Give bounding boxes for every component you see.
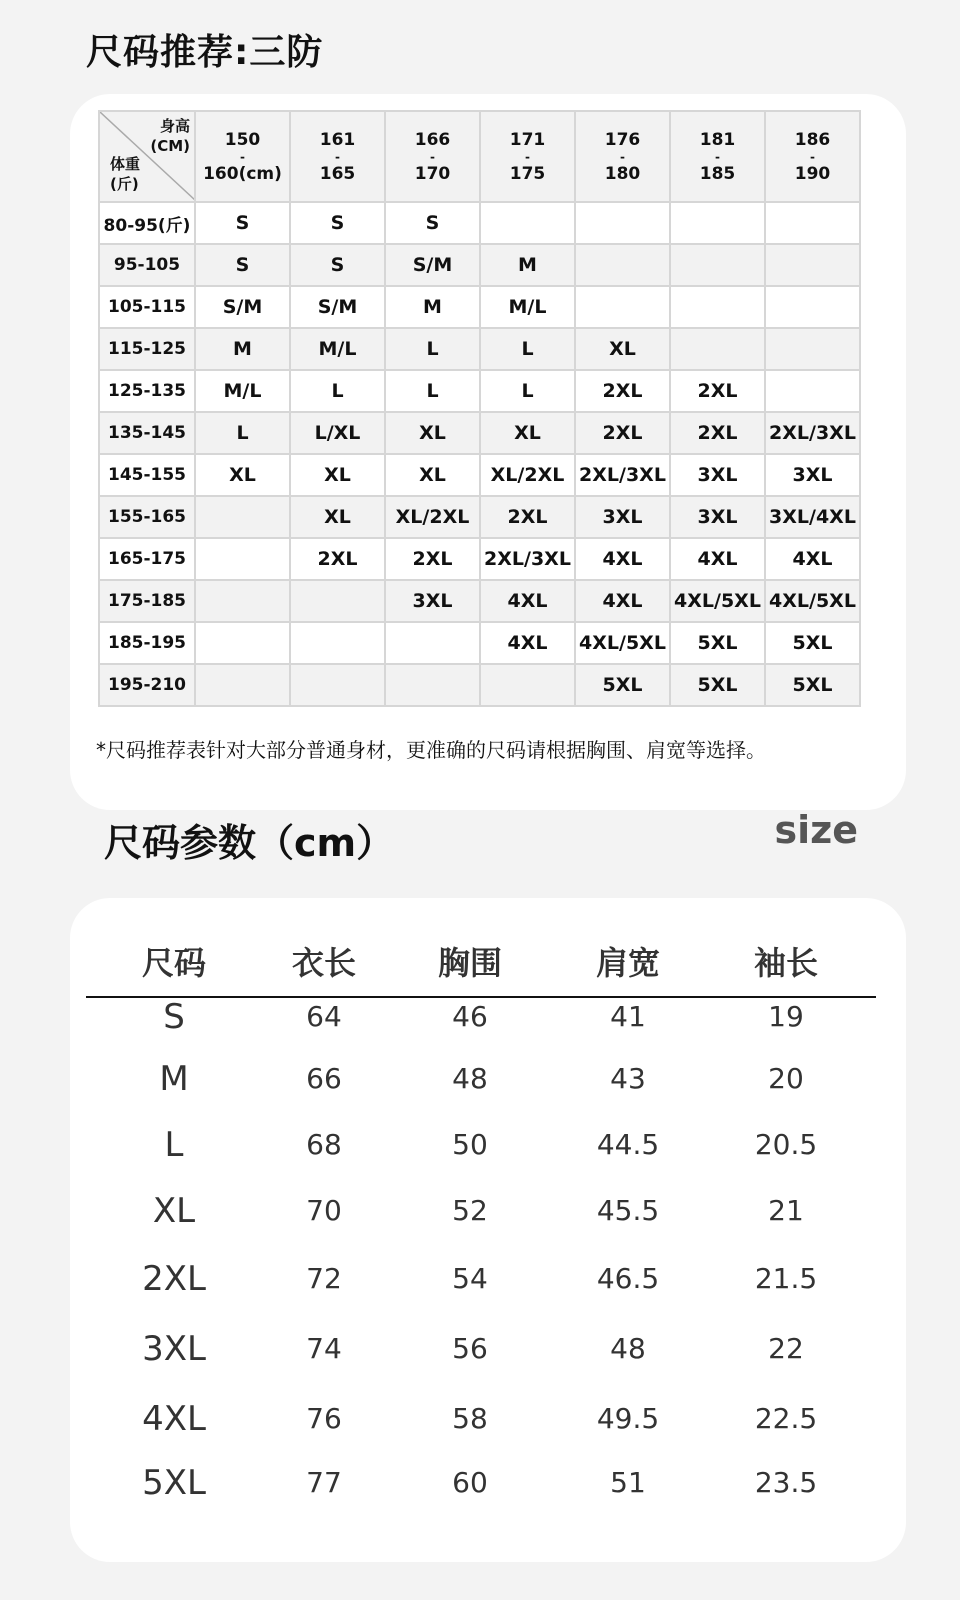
params-header-cell: 衣长 — [291, 944, 357, 982]
params-value-cell: 77 — [306, 1466, 342, 1499]
size-cell: L — [290, 370, 385, 412]
params-value-cell: 50 — [452, 1128, 488, 1161]
size-cell: L — [195, 412, 290, 454]
size-cell: 4XL/5XL — [765, 580, 860, 622]
params-row — [86, 1254, 876, 1304]
size-cell: S/M — [290, 286, 385, 328]
size-cell — [575, 286, 670, 328]
range-dash: - — [240, 149, 245, 164]
params-value-cell: 74 — [306, 1332, 342, 1365]
size-cell: S — [195, 244, 290, 286]
height-range-end: 175 — [509, 163, 546, 184]
size-cell: 4XL/5XL — [670, 580, 765, 622]
height-col-header — [290, 111, 385, 202]
size-cell: M/L — [480, 286, 575, 328]
height-col-header — [385, 111, 480, 202]
height-range-start: 176 — [604, 129, 641, 150]
size-cell: S — [290, 244, 385, 286]
params-size-cell: S — [163, 997, 185, 1037]
params-value-cell: 49.5 — [596, 1402, 660, 1435]
size-cell: 5XL — [670, 664, 765, 706]
size-cell: 4XL — [575, 580, 670, 622]
size-cell: 4XL — [670, 538, 765, 580]
height-col-header — [765, 111, 860, 202]
params-header-cell: 尺码 — [141, 944, 207, 982]
params-value-cell: 43 — [610, 1062, 646, 1095]
params-row — [86, 1458, 876, 1508]
height-range-end: 180 — [604, 163, 641, 184]
weight-row — [99, 370, 860, 412]
params-row — [86, 1120, 876, 1170]
size-cell: XL/2XL — [385, 496, 480, 538]
params-value-cell: 41 — [610, 1000, 646, 1033]
size-cell: 5XL — [670, 622, 765, 664]
size-cell: 4XL — [765, 538, 860, 580]
weight-range-cell: 125-135 — [99, 370, 195, 412]
params-value-cell: 21 — [768, 1194, 804, 1227]
size-cell: 2XL/3XL — [480, 538, 575, 580]
height-range-end: 190 — [794, 163, 831, 184]
height-range-end: 160(cm) — [203, 163, 282, 184]
weight-range-cell: 80-95(斤) — [99, 202, 195, 244]
weight-row — [99, 580, 860, 622]
size-cell: S/M — [195, 286, 290, 328]
size-cell: 2XL — [385, 538, 480, 580]
size-cell — [765, 244, 860, 286]
size-cell — [290, 664, 385, 706]
params-size-cell: L — [164, 1125, 184, 1165]
size-recommend-table — [98, 110, 861, 707]
recommend-card — [70, 94, 906, 810]
size-cell: 4XL — [480, 622, 575, 664]
height-range-start: 186 — [794, 129, 831, 150]
params-title: 尺码参数（cm） — [104, 821, 395, 865]
height-range-start: 166 — [414, 129, 451, 150]
size-cell — [195, 664, 290, 706]
range-dash: - — [430, 149, 435, 164]
size-cell — [385, 622, 480, 664]
size-cell: L/XL — [290, 412, 385, 454]
size-cell: 2XL — [670, 370, 765, 412]
size-cell: S — [385, 202, 480, 244]
size-cell: 2XL/3XL — [765, 412, 860, 454]
params-header-cell: 胸围 — [437, 944, 503, 982]
size-cell: XL — [290, 454, 385, 496]
size-cell — [765, 370, 860, 412]
height-range-end: 170 — [414, 163, 451, 184]
params-header-cell: 袖长 — [753, 944, 819, 982]
weight-row — [99, 538, 860, 580]
params-size-cell: XL — [152, 1191, 196, 1231]
params-value-cell: 46 — [452, 1000, 488, 1033]
params-value-cell: 22 — [768, 1332, 804, 1365]
size-cell — [290, 580, 385, 622]
weight-range-cell: 145-155 — [99, 454, 195, 496]
params-value-cell: 19 — [768, 1000, 804, 1033]
range-dash: - — [715, 149, 720, 164]
size-cell: 2XL/3XL — [575, 454, 670, 496]
size-cell: L — [480, 370, 575, 412]
params-row — [86, 992, 876, 1042]
size-cell: 2XL — [480, 496, 575, 538]
size-cell: 4XL/5XL — [575, 622, 670, 664]
weight-range-cell: 185-195 — [99, 622, 195, 664]
range-dash: - — [335, 149, 340, 164]
corner-weight-label: 体重 — [110, 155, 141, 173]
size-label: size — [774, 808, 858, 852]
size-cell: 2XL — [575, 412, 670, 454]
size-cell: 3XL — [670, 454, 765, 496]
size-cell: 5XL — [575, 664, 670, 706]
params-value-cell: 46.5 — [596, 1262, 660, 1295]
size-cell: XL — [575, 328, 670, 370]
params-value-cell: 60 — [452, 1466, 488, 1499]
weight-row — [99, 412, 860, 454]
range-dash: - — [810, 149, 815, 164]
params-value-cell: 20 — [768, 1062, 804, 1095]
weight-range-cell: 135-145 — [99, 412, 195, 454]
params-value-cell: 66 — [306, 1062, 342, 1095]
weight-range-cell: 105-115 — [99, 286, 195, 328]
weight-range-cell: 165-175 — [99, 538, 195, 580]
size-cell — [480, 202, 575, 244]
params-value-cell: 64 — [306, 1000, 342, 1033]
size-cell — [480, 664, 575, 706]
size-cell: M/L — [290, 328, 385, 370]
size-cell — [765, 202, 860, 244]
size-cell: 2XL — [670, 412, 765, 454]
params-value-cell: 51 — [610, 1466, 646, 1499]
params-value-cell: 48 — [452, 1062, 488, 1095]
size-cell: 3XL/4XL — [765, 496, 860, 538]
size-cell — [195, 580, 290, 622]
size-cell: L — [385, 370, 480, 412]
height-col-header — [195, 111, 290, 202]
size-cell: 3XL — [765, 454, 860, 496]
size-cell — [575, 244, 670, 286]
height-range-end: 165 — [319, 163, 356, 184]
params-size-cell: 3XL — [142, 1329, 206, 1369]
size-cell: L — [480, 328, 575, 370]
size-cell: 2XL — [290, 538, 385, 580]
height-col-header — [480, 111, 575, 202]
params-value-cell: 52 — [452, 1194, 488, 1227]
corner-height-unit: (CM) — [150, 137, 190, 155]
params-row — [86, 1394, 876, 1444]
params-value-cell: 20.5 — [754, 1128, 818, 1161]
params-value-cell: 70 — [306, 1194, 342, 1227]
size-cell: 5XL — [765, 622, 860, 664]
size-cell — [195, 622, 290, 664]
size-cell: 2XL — [575, 370, 670, 412]
size-cell: 3XL — [385, 580, 480, 622]
params-value-cell: 76 — [306, 1402, 342, 1435]
size-cell: 3XL — [670, 496, 765, 538]
params-value-cell: 44.5 — [596, 1128, 660, 1161]
height-header-row — [99, 111, 860, 202]
size-cell: M/L — [195, 370, 290, 412]
params-value-cell: 22.5 — [754, 1402, 818, 1435]
size-cell — [670, 244, 765, 286]
size-cell: 4XL — [575, 538, 670, 580]
height-range-start: 161 — [319, 129, 356, 150]
size-cell — [195, 538, 290, 580]
corner-cell — [99, 111, 195, 202]
size-cell: 5XL — [765, 664, 860, 706]
size-cell: M — [480, 244, 575, 286]
range-dash: - — [620, 149, 625, 164]
weight-row — [99, 622, 860, 664]
weight-row — [99, 202, 860, 244]
params-value-cell: 56 — [452, 1332, 488, 1365]
params-size-cell: 4XL — [142, 1399, 206, 1439]
weight-range-cell: 115-125 — [99, 328, 195, 370]
height-range-start: 181 — [699, 129, 736, 150]
size-cell — [670, 202, 765, 244]
params-size-cell: 5XL — [142, 1463, 206, 1503]
height-col-header — [575, 111, 670, 202]
weight-row — [99, 496, 860, 538]
height-range-start: 171 — [509, 129, 546, 150]
size-cell: S — [290, 202, 385, 244]
size-cell: S/M — [385, 244, 480, 286]
weight-range-cell: 195-210 — [99, 664, 195, 706]
weight-row — [99, 454, 860, 496]
params-header-row — [86, 918, 876, 998]
size-cell: XL — [385, 454, 480, 496]
params-card — [70, 898, 906, 1562]
weight-range-cell: 175-185 — [99, 580, 195, 622]
weight-row — [99, 328, 860, 370]
range-dash: - — [525, 149, 530, 164]
params-value-cell: 54 — [452, 1262, 488, 1295]
params-value-cell: 72 — [306, 1262, 342, 1295]
params-value-cell: 21.5 — [754, 1262, 818, 1295]
recommend-title: 尺码推荐:三防 — [86, 32, 324, 73]
size-cell — [575, 202, 670, 244]
size-cell: M — [195, 328, 290, 370]
params-row — [86, 1054, 876, 1104]
size-cell — [765, 286, 860, 328]
params-row — [86, 1324, 876, 1374]
size-cell: 3XL — [575, 496, 670, 538]
size-cell — [670, 286, 765, 328]
size-cell: L — [385, 328, 480, 370]
recommend-note: *尺码推荐表针对大部分普通身材，更准确的尺码请根据胸围、肩宽等选择。 — [96, 738, 766, 762]
params-row — [86, 1186, 876, 1236]
size-cell — [765, 328, 860, 370]
size-cell: M — [385, 286, 480, 328]
size-cell: XL — [290, 496, 385, 538]
height-col-header — [670, 111, 765, 202]
params-value-cell: 45.5 — [596, 1194, 660, 1227]
size-cell: XL — [480, 412, 575, 454]
params-size-cell: M — [159, 1059, 189, 1099]
size-cell: XL — [385, 412, 480, 454]
height-range-end: 185 — [699, 163, 736, 184]
size-cell — [195, 496, 290, 538]
size-cell — [290, 622, 385, 664]
weight-row — [99, 244, 860, 286]
size-cell: XL/2XL — [480, 454, 575, 496]
size-cell — [385, 664, 480, 706]
weight-range-cell: 155-165 — [99, 496, 195, 538]
weight-row — [99, 286, 860, 328]
weight-range-cell: 95-105 — [99, 244, 195, 286]
params-header-cell: 肩宽 — [595, 944, 661, 982]
params-value-cell: 68 — [306, 1128, 342, 1161]
height-range-start: 150 — [224, 129, 261, 150]
corner-height-label: 身高 — [159, 117, 190, 135]
params-value-cell: 48 — [610, 1332, 646, 1365]
params-value-cell: 23.5 — [754, 1466, 818, 1499]
corner-weight-unit: (斤) — [110, 175, 139, 193]
params-value-cell: 58 — [452, 1402, 488, 1435]
params-size-cell: 2XL — [142, 1259, 206, 1299]
size-cell — [670, 328, 765, 370]
size-cell: 4XL — [480, 580, 575, 622]
size-cell: S — [195, 202, 290, 244]
weight-row — [99, 664, 860, 706]
size-cell: XL — [195, 454, 290, 496]
